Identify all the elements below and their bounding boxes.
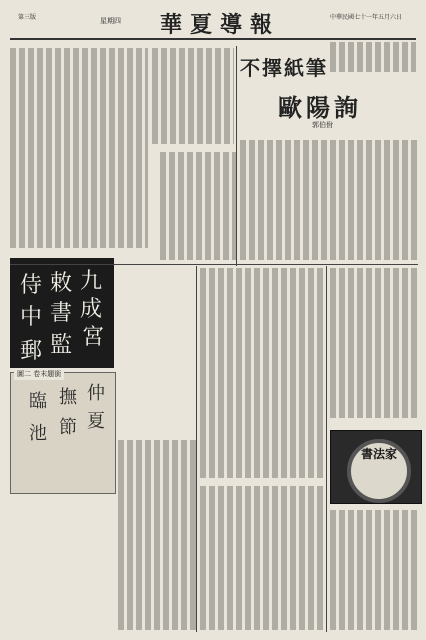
byline: 郭伯佾 <box>312 121 333 129</box>
article-headline: 歐陽詢 <box>278 93 362 122</box>
body-text-3 <box>152 48 234 144</box>
calligraphy-image-dark: 九 成 宮 敕 書 監 侍 中 郵 <box>10 258 114 368</box>
body-text-6 <box>200 268 324 478</box>
newspaper-title: 華夏導報 <box>160 12 281 38</box>
section-divider <box>10 264 418 265</box>
body-text-2 <box>330 268 418 418</box>
weekday: 星期四 <box>100 17 121 25</box>
seal-text: 書法家 <box>360 447 397 461</box>
body-text-5 <box>160 152 236 260</box>
calligraphy-image-light: 仲 夏 撫 節 臨 池 <box>10 372 116 494</box>
column-divider <box>236 46 237 266</box>
body-text-1 <box>240 140 418 260</box>
issue-date: 中華民國七十一年五月六日 <box>329 14 402 21</box>
body-text-4 <box>10 48 148 248</box>
seal-icon <box>347 439 411 503</box>
column-divider <box>196 266 197 632</box>
column-divider <box>326 266 327 632</box>
body-text-8 <box>200 486 324 630</box>
seal-photo <box>330 430 422 504</box>
body-text-7 <box>118 440 196 630</box>
masthead <box>10 8 416 40</box>
intro-text <box>330 42 416 72</box>
page-label: 第三版 <box>18 14 37 21</box>
column-title: 不擇紙筆 <box>240 56 328 80</box>
body-text-9 <box>330 510 418 630</box>
figure-caption: 圖二 卷末題銜 <box>14 368 64 380</box>
